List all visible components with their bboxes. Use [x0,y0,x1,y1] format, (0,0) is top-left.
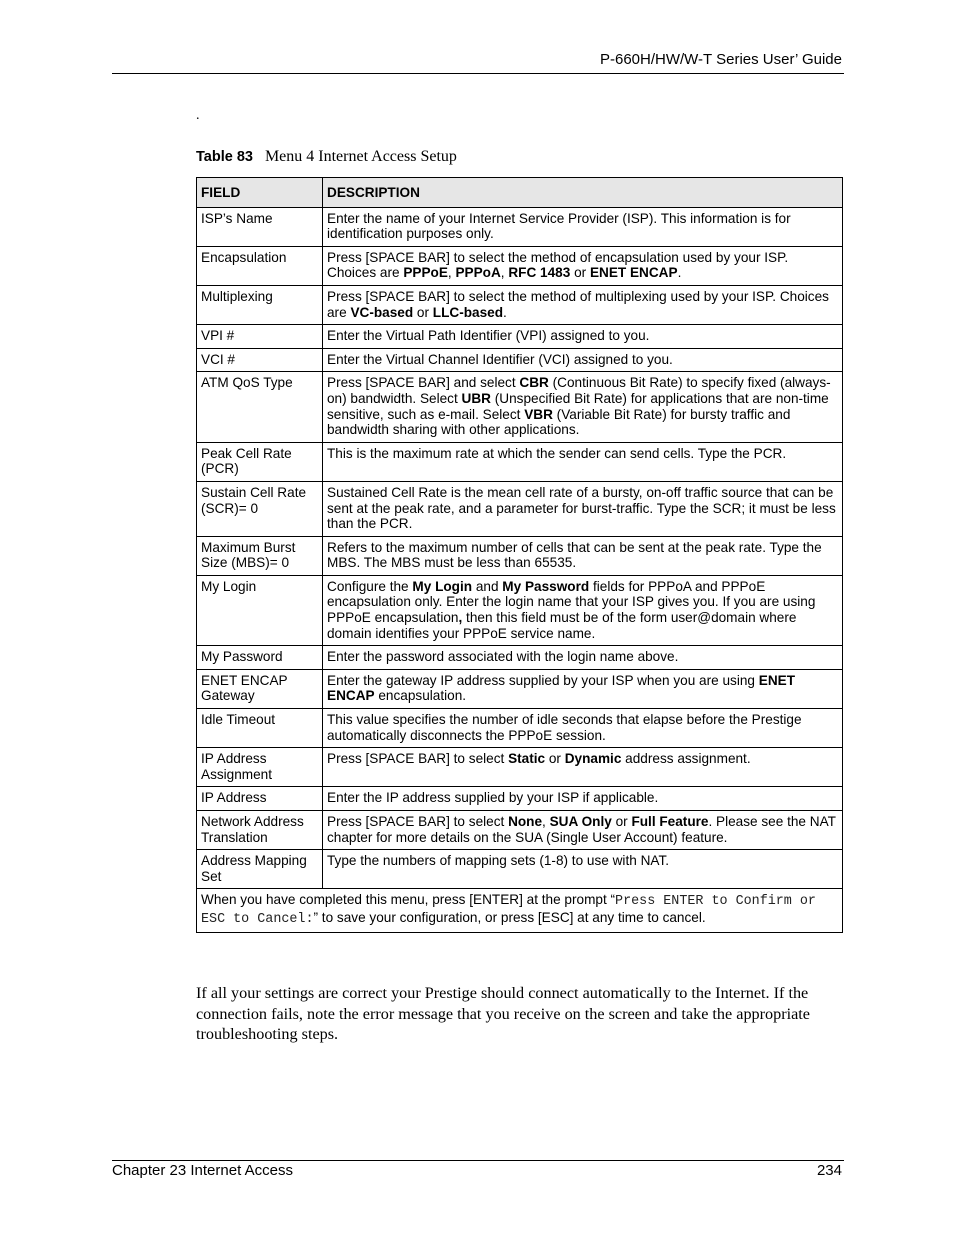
footer-page-number: 234 [816,1162,842,1179]
field-description-table [196,177,843,933]
text-run: Refers to the maximum number of cells that can be sent at the peak rate. Type the MBS. The MBS must be less than 65535. [327,539,822,571]
text-run: Type the numbers of mapping sets (1-8) to use with NAT. [327,853,670,869]
footer-rule [112,1160,844,1161]
text-run: , [500,265,509,281]
field-description-cell [323,646,843,670]
bold-term: Dynamic [564,751,622,767]
field-name-cell: Address Mapping Set [197,850,323,889]
bold-term: Full Feature [631,814,709,829]
field-name-cell: ISP’s Name [197,207,323,246]
field-name-cell: Encapsulation [197,246,323,285]
field-name-cell: Sustain Cell Rate (SCR)= 0 [197,481,323,536]
bold-term: VC-based [350,304,414,320]
text-run: This value specifies the number of idle seconds that elapse before the Prestige automatically disconnects the PPPoE session. [327,712,802,743]
text-run: (Continuous Bit Rate) to specify fixed (always-on) bandwidth. Select [327,375,831,406]
bold-term: VBR [524,406,553,422]
field-description-cell [323,850,843,889]
table-row [197,748,843,787]
text-run: or [413,304,433,320]
field-description-cell [323,481,843,536]
text-run: Press [SPACE BAR] to select the method of multiplexing used by your ISP. Choices are [327,288,829,320]
field-name-cell: Idle Timeout [197,709,323,748]
bold-term: ENET ENCAP [327,672,796,704]
stray-mark: . [196,108,200,123]
table-caption-label: Table 83 [196,149,253,165]
field-description-cell [323,811,843,850]
text-run: address assignment. [621,751,751,767]
field-description-cell [323,348,843,372]
table-row [197,285,843,324]
text-run: fields for PPPoA and PPPoE encapsulation only. Enter the login name that your ISP gives you. If you are using PPPoE encapsulation [327,578,816,626]
text-run: Press [SPACE BAR] and select [327,375,520,391]
text-run: and [472,578,503,594]
text-run: (Unspecified Bit Rate) for applications that are non-time sensitive, such as e-mail. Select [327,390,829,422]
table-row [197,536,843,575]
text-run: ” to save your configuration, or press [ESC] at any time to cancel. [313,909,706,925]
text-run: Enter the Virtual Path Identifier (VPI) assigned to you. [327,328,650,344]
field-description-cell [323,575,843,645]
field-description-cell [323,285,843,324]
text-run: encapsulation. [374,688,467,704]
table-body [197,207,843,889]
table-caption-text: Menu 4 Internet Access Setup [264,148,457,165]
table-row-final-note [197,889,843,932]
text-run: Press [SPACE BAR] to select [327,814,509,829]
field-description-cell [323,442,843,481]
field-name-cell: Multiplexing [197,285,323,324]
bold-term: Static [508,751,546,767]
prompt-text: Press ENTER to Confirm or ESC to Cancel: [201,894,816,927]
table-row [197,575,843,645]
bold-term: My Login [412,578,473,594]
header-title: P-660H/HW/W-T Series User’ Guide [599,51,842,68]
footer-chapter: Chapter 23 Internet Access [112,1162,293,1179]
table-row [197,325,843,349]
field-description-cell [323,246,843,285]
table-row [197,709,843,748]
bold-term: ENET ENCAP [589,265,678,281]
text-run: This is the maximum rate at which the sender can send cells. Type the PCR. [327,445,787,461]
table-row [197,669,843,708]
field-name-cell: IP Address [197,787,323,811]
table-row [197,481,843,536]
bold-term: RFC 1483 [508,265,571,281]
field-name-cell: VCI # [197,348,323,372]
table-row [197,207,843,246]
bold-term: LLC-based [432,304,504,320]
bold-term: CBR [519,375,549,391]
text-run: or [545,751,565,767]
text-run: , [542,814,550,829]
field-name-cell: Peak Cell Rate (PCR) [197,442,323,481]
field-description-cell [323,372,843,442]
field-description-cell [323,748,843,787]
field-name-cell: Network Address Translation [197,811,323,850]
text-run: Sustained Cell Rate is the mean cell rate of a bursty, on-off traffic source that can be sent at the peak rate, and a parameter for burst-traffic. Type the SCR; it must be less than the PCR. [327,484,836,532]
field-description-cell [323,536,843,575]
table-row [197,811,843,850]
field-name-cell: My Password [197,646,323,670]
text-run: Enter the name of your Internet Service Provider (ISP). This information is for identification purposes only. [327,210,791,242]
bold-term: PPPoE [403,265,448,281]
text-run: or [611,814,632,829]
text-run: When you have completed this menu, press [ENTER] at the prompt “ [201,892,616,908]
column-header-field: FIELD [197,178,323,208]
table-row [197,646,843,670]
text-run: Press [SPACE BAR] to select [327,751,509,767]
table-row [197,850,843,889]
text-run: (Variable Bit Rate) for bursty traffic and bandwidth sharing with other applications. [327,406,791,438]
body-paragraph: If all your settings are correct your Prestige should connect automatically to the Internet. If the connection fails, note the error message that you receive on the screen and take the appropriate troubleshooting steps. [196,984,810,1043]
text-run: Enter the IP address supplied by your ISP if applicable. [327,790,659,806]
field-name-cell: VPI # [197,325,323,349]
text-run: or [570,265,590,281]
text-run: . [503,304,507,320]
table-row [197,442,843,481]
bold-term: My Password [502,578,590,594]
table-caption [196,148,457,166]
table-row [197,787,843,811]
text-run: Press [SPACE BAR] to select the method of encapsulation used by your ISP. Choices are [327,249,789,281]
field-name-cell: IP Address Assignment [197,748,323,787]
column-header-description: DESCRIPTION [323,178,843,208]
bold-term: , [458,610,463,626]
table-header-row [197,178,843,208]
field-name-cell: ENET ENCAP Gateway [197,669,323,708]
table-row [197,348,843,372]
final-note-cell [197,889,843,932]
text-run: . Please see the NAT chapter for more details on the SUA (Single User Account) feature. [327,814,836,845]
field-description-cell [323,669,843,708]
table-row [197,246,843,285]
bold-term: None [508,814,543,829]
field-description-cell [323,709,843,748]
field-name-cell: My Login [197,575,323,645]
bold-term: SUA Only [549,814,612,829]
field-description-cell [323,787,843,811]
bold-term: UBR [461,390,491,406]
text-run: Enter the Virtual Channel Identifier (VCI) assigned to you. [327,351,673,367]
field-name-cell: Maximum Burst Size (MBS)= 0 [197,536,323,575]
text-run: Configure the [327,578,413,594]
table-row [197,372,843,442]
text-run: , [447,265,456,281]
text-run: then this field must be of the form user@domain where domain identifies your PPPoE service name. [327,610,797,641]
field-description-cell [323,207,843,246]
header-rule [112,73,844,74]
text-run: Enter the password associated with the login name above. [327,649,679,665]
field-description-cell [323,325,843,349]
text-run: Enter the gateway IP address supplied by your ISP when you are using [327,672,759,688]
field-name-cell: ATM QoS Type [197,372,323,442]
text-run: . [677,265,682,281]
bold-term: PPPoA [455,265,501,281]
